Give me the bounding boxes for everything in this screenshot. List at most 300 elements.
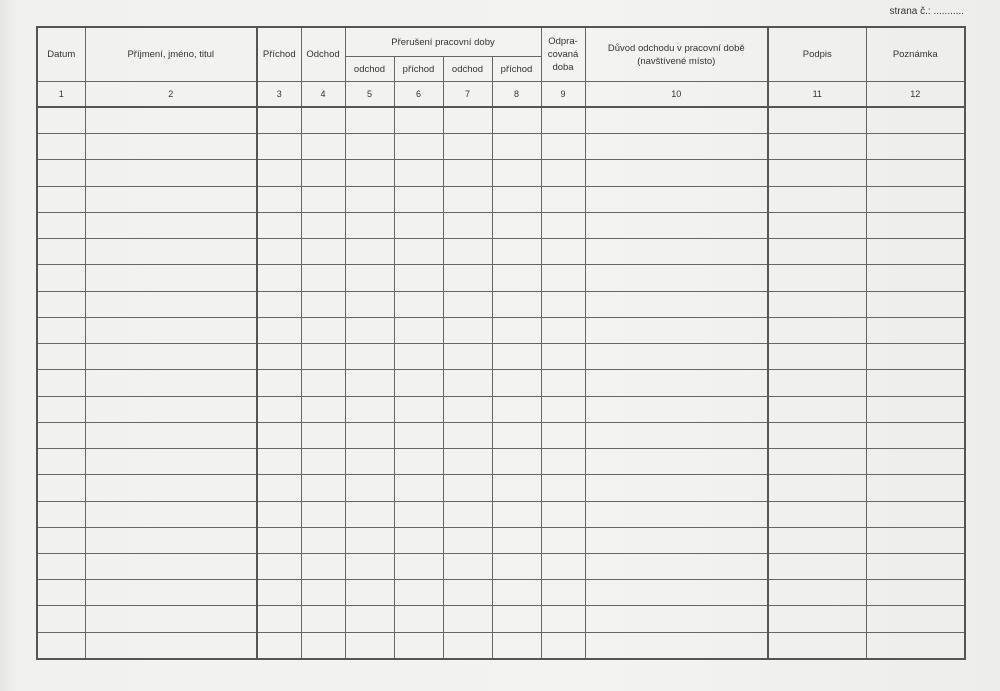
table-cell[interactable] xyxy=(443,580,492,606)
table-row xyxy=(37,632,965,659)
table-cell[interactable] xyxy=(443,370,492,396)
table-cell[interactable] xyxy=(866,291,965,317)
table-cell[interactable] xyxy=(443,160,492,186)
table-cell[interactable] xyxy=(443,212,492,238)
table-cell[interactable] xyxy=(301,475,345,501)
table-cell[interactable] xyxy=(541,501,585,527)
table-cell[interactable] xyxy=(541,553,585,579)
table-cell[interactable] xyxy=(394,606,443,632)
table-cell[interactable] xyxy=(541,134,585,160)
table-cell[interactable] xyxy=(541,422,585,448)
table-cell[interactable] xyxy=(37,396,85,422)
header-poznamka: Poznámka xyxy=(866,27,965,82)
table-cell[interactable] xyxy=(85,501,257,527)
table-cell[interactable] xyxy=(443,317,492,343)
table-cell[interactable] xyxy=(443,186,492,212)
table-cell[interactable] xyxy=(866,422,965,448)
table-cell[interactable] xyxy=(394,580,443,606)
table-cell[interactable] xyxy=(443,265,492,291)
table-cell[interactable] xyxy=(85,134,257,160)
table-cell[interactable] xyxy=(85,370,257,396)
table-cell[interactable] xyxy=(541,475,585,501)
table-cell[interactable] xyxy=(257,370,301,396)
table-cell[interactable] xyxy=(768,632,866,659)
table-cell[interactable] xyxy=(492,160,541,186)
table-row xyxy=(37,370,965,396)
table-cell[interactable] xyxy=(257,160,301,186)
table-cell[interactable] xyxy=(768,317,866,343)
table-cell[interactable] xyxy=(301,580,345,606)
table-cell[interactable] xyxy=(394,449,443,475)
table-cell[interactable] xyxy=(585,396,768,422)
table-cell[interactable] xyxy=(257,396,301,422)
table-cell[interactable] xyxy=(492,134,541,160)
table-cell[interactable] xyxy=(866,396,965,422)
table-cell[interactable] xyxy=(443,396,492,422)
table-cell[interactable] xyxy=(443,449,492,475)
table-cell[interactable] xyxy=(301,186,345,212)
table-cell[interactable] xyxy=(866,449,965,475)
table-row xyxy=(37,501,965,527)
table-cell[interactable] xyxy=(37,422,85,448)
table-cell[interactable] xyxy=(85,239,257,265)
column-number-cell: 7 xyxy=(443,82,492,108)
table-cell[interactable] xyxy=(257,317,301,343)
table-row xyxy=(37,553,965,579)
header-duvod-line2: (navštívené místo) xyxy=(637,55,716,67)
table-cell[interactable] xyxy=(85,422,257,448)
column-number-cell: 1 xyxy=(37,82,85,108)
table-cell[interactable] xyxy=(257,475,301,501)
header-podpis: Podpis xyxy=(768,27,866,82)
table-cell[interactable] xyxy=(345,344,394,370)
table-cell[interactable] xyxy=(345,212,394,238)
table-cell[interactable] xyxy=(768,527,866,553)
table-cell[interactable] xyxy=(85,265,257,291)
table-cell[interactable] xyxy=(585,422,768,448)
table-cell[interactable] xyxy=(492,370,541,396)
table-cell[interactable] xyxy=(768,606,866,632)
table-cell[interactable] xyxy=(301,344,345,370)
header-odpracovana-line1: Odpra- xyxy=(548,36,578,47)
table-cell[interactable] xyxy=(866,553,965,579)
table-cell[interactable] xyxy=(768,160,866,186)
table-cell[interactable] xyxy=(394,317,443,343)
table-cell[interactable] xyxy=(541,606,585,632)
table-cell[interactable] xyxy=(492,475,541,501)
table-cell[interactable] xyxy=(37,107,85,134)
column-number-cell: 6 xyxy=(394,82,443,108)
table-cell[interactable] xyxy=(443,475,492,501)
header-sub-odchod-2: odchod xyxy=(443,57,492,82)
column-number-cell: 4 xyxy=(301,82,345,108)
table-row xyxy=(37,160,965,186)
table-cell[interactable] xyxy=(345,317,394,343)
table-cell[interactable] xyxy=(301,370,345,396)
table-row xyxy=(37,396,965,422)
table-row xyxy=(37,422,965,448)
table-cell[interactable] xyxy=(345,160,394,186)
table-cell[interactable] xyxy=(768,186,866,212)
table-cell[interactable] xyxy=(585,107,768,134)
table-cell[interactable] xyxy=(257,344,301,370)
page-number-label: strana č.: ........... xyxy=(889,6,964,17)
table-cell[interactable] xyxy=(85,186,257,212)
table-cell[interactable] xyxy=(541,160,585,186)
table-cell[interactable] xyxy=(492,527,541,553)
table-cell[interactable] xyxy=(443,291,492,317)
table-cell[interactable] xyxy=(768,344,866,370)
table-cell[interactable] xyxy=(37,580,85,606)
table-cell[interactable] xyxy=(443,344,492,370)
table-cell[interactable] xyxy=(541,239,585,265)
table-cell[interactable] xyxy=(301,160,345,186)
table-cell[interactable] xyxy=(257,212,301,238)
table-cell[interactable] xyxy=(345,186,394,212)
table-cell[interactable] xyxy=(768,396,866,422)
table-cell[interactable] xyxy=(585,553,768,579)
table-cell[interactable] xyxy=(866,527,965,553)
table-cell[interactable] xyxy=(492,449,541,475)
table-cell[interactable] xyxy=(866,632,965,659)
table-cell[interactable] xyxy=(345,291,394,317)
header-duvod-line1: Důvod odchodu v pracovní době xyxy=(607,42,745,54)
table-cell[interactable] xyxy=(768,239,866,265)
table-cell[interactable] xyxy=(345,527,394,553)
table-cell[interactable] xyxy=(541,580,585,606)
table-cell[interactable] xyxy=(768,370,866,396)
table-cell[interactable] xyxy=(585,580,768,606)
table-cell[interactable] xyxy=(394,475,443,501)
table-cell[interactable] xyxy=(394,160,443,186)
table-cell[interactable] xyxy=(768,291,866,317)
table-cell[interactable] xyxy=(257,580,301,606)
table-row xyxy=(37,186,965,212)
header-sub-prichod-2: příchod xyxy=(492,57,541,82)
column-number-cell: 10 xyxy=(585,82,768,108)
column-number-row xyxy=(37,82,965,108)
table-cell[interactable] xyxy=(492,291,541,317)
table-cell[interactable] xyxy=(394,239,443,265)
table-cell[interactable] xyxy=(85,553,257,579)
table-cell[interactable] xyxy=(301,527,345,553)
table-cell[interactable] xyxy=(394,527,443,553)
table-cell[interactable] xyxy=(492,580,541,606)
table-row xyxy=(37,344,965,370)
table-cell[interactable] xyxy=(37,606,85,632)
table-cell[interactable] xyxy=(37,344,85,370)
table-cell[interactable] xyxy=(301,632,345,659)
column-number-cell: 2 xyxy=(85,82,257,108)
table-cell[interactable] xyxy=(866,134,965,160)
table-cell[interactable] xyxy=(541,632,585,659)
table-cell[interactable] xyxy=(85,107,257,134)
table-cell[interactable] xyxy=(443,632,492,659)
table-cell[interactable] xyxy=(768,580,866,606)
table-cell[interactable] xyxy=(301,553,345,579)
table-cell[interactable] xyxy=(301,317,345,343)
table-cell[interactable] xyxy=(492,344,541,370)
table-cell[interactable] xyxy=(443,239,492,265)
table-cell[interactable] xyxy=(541,449,585,475)
table-cell[interactable] xyxy=(585,212,768,238)
table-cell[interactable] xyxy=(394,422,443,448)
table-row xyxy=(37,265,965,291)
table-cell[interactable] xyxy=(443,501,492,527)
table-cell[interactable] xyxy=(866,239,965,265)
column-number-cell: 8 xyxy=(492,82,541,108)
table-cell[interactable] xyxy=(768,422,866,448)
table-cell[interactable] xyxy=(257,134,301,160)
table-cell[interactable] xyxy=(585,501,768,527)
table-cell[interactable] xyxy=(345,632,394,659)
table-row xyxy=(37,527,965,553)
table-cell[interactable] xyxy=(37,501,85,527)
table-cell[interactable] xyxy=(257,291,301,317)
table-cell[interactable] xyxy=(37,239,85,265)
table-cell[interactable] xyxy=(37,134,85,160)
table-cell[interactable] xyxy=(85,396,257,422)
table-cell[interactable] xyxy=(585,632,768,659)
table-cell[interactable] xyxy=(85,527,257,553)
table-cell[interactable] xyxy=(443,527,492,553)
column-number-cell: 3 xyxy=(257,82,301,108)
table-cell[interactable] xyxy=(345,396,394,422)
table-cell[interactable] xyxy=(866,107,965,134)
header-preruseni: Přerušení pracovní doby xyxy=(345,27,541,57)
table-row xyxy=(37,580,965,606)
table-cell[interactable] xyxy=(37,553,85,579)
table-cell[interactable] xyxy=(768,265,866,291)
table-cell[interactable] xyxy=(768,475,866,501)
table-cell[interactable] xyxy=(257,632,301,659)
table-cell[interactable] xyxy=(37,186,85,212)
table-cell[interactable] xyxy=(301,265,345,291)
table-cell[interactable] xyxy=(394,265,443,291)
table-cell[interactable] xyxy=(394,344,443,370)
table-cell[interactable] xyxy=(585,370,768,396)
table-cell[interactable] xyxy=(345,239,394,265)
table-cell[interactable] xyxy=(394,553,443,579)
table-cell[interactable] xyxy=(541,291,585,317)
table-cell[interactable] xyxy=(394,370,443,396)
table-cell[interactable] xyxy=(585,606,768,632)
column-number-cell: 9 xyxy=(541,82,585,108)
table-cell[interactable] xyxy=(585,239,768,265)
table-cell[interactable] xyxy=(257,501,301,527)
table-cell[interactable] xyxy=(492,107,541,134)
table-cell[interactable] xyxy=(443,422,492,448)
table-cell[interactable] xyxy=(301,501,345,527)
table-cell[interactable] xyxy=(345,370,394,396)
table-cell[interactable] xyxy=(37,449,85,475)
table-cell[interactable] xyxy=(541,265,585,291)
table-cell[interactable] xyxy=(85,580,257,606)
table-cell[interactable] xyxy=(866,606,965,632)
table-cell[interactable] xyxy=(866,186,965,212)
table-cell[interactable] xyxy=(257,527,301,553)
table-cell[interactable] xyxy=(492,317,541,343)
table-cell[interactable] xyxy=(345,134,394,160)
table-cell[interactable] xyxy=(768,212,866,238)
table-row xyxy=(37,212,965,238)
table-cell[interactable] xyxy=(257,422,301,448)
table-row xyxy=(37,134,965,160)
table-cell[interactable] xyxy=(492,186,541,212)
table-cell[interactable] xyxy=(37,291,85,317)
header-sub-prichod-1: příchod xyxy=(394,57,443,82)
table-cell[interactable] xyxy=(345,475,394,501)
table-cell[interactable] xyxy=(37,317,85,343)
table-cell[interactable] xyxy=(257,553,301,579)
table-cell[interactable] xyxy=(301,212,345,238)
table-cell[interactable] xyxy=(85,344,257,370)
table-cell[interactable] xyxy=(85,606,257,632)
table-cell[interactable] xyxy=(85,291,257,317)
table-cell[interactable] xyxy=(585,317,768,343)
header-jmeno: Příjmení, jméno, titul xyxy=(85,27,257,82)
table-cell[interactable] xyxy=(301,449,345,475)
table-cell[interactable] xyxy=(585,291,768,317)
table-row xyxy=(37,449,965,475)
table-row xyxy=(37,475,965,501)
table-cell[interactable] xyxy=(541,317,585,343)
table-row xyxy=(37,107,965,134)
table-cell[interactable] xyxy=(585,186,768,212)
table-cell[interactable] xyxy=(345,265,394,291)
table-cell[interactable] xyxy=(541,212,585,238)
table-row xyxy=(37,239,965,265)
table-cell[interactable] xyxy=(541,396,585,422)
table-cell[interactable] xyxy=(301,107,345,134)
table-cell[interactable] xyxy=(345,606,394,632)
table-cell[interactable] xyxy=(541,527,585,553)
table-cell[interactable] xyxy=(492,553,541,579)
table-cell[interactable] xyxy=(866,580,965,606)
table-cell[interactable] xyxy=(585,449,768,475)
table-cell[interactable] xyxy=(345,553,394,579)
table-cell[interactable] xyxy=(492,396,541,422)
table-cell[interactable] xyxy=(85,160,257,186)
header-datum: Datum xyxy=(37,27,85,82)
table-cell[interactable] xyxy=(492,265,541,291)
table-cell[interactable] xyxy=(866,317,965,343)
table-cell[interactable] xyxy=(301,239,345,265)
table-cell[interactable] xyxy=(866,370,965,396)
table-cell[interactable] xyxy=(541,370,585,396)
table-cell[interactable] xyxy=(443,553,492,579)
table-cell[interactable] xyxy=(394,291,443,317)
table-cell[interactable] xyxy=(257,449,301,475)
table-cell[interactable] xyxy=(585,475,768,501)
table-cell[interactable] xyxy=(585,134,768,160)
table-cell[interactable] xyxy=(768,553,866,579)
table-cell[interactable] xyxy=(394,396,443,422)
table-cell[interactable] xyxy=(443,107,492,134)
table-cell[interactable] xyxy=(492,606,541,632)
table-cell[interactable] xyxy=(866,344,965,370)
table-cell[interactable] xyxy=(866,475,965,501)
table-cell[interactable] xyxy=(394,632,443,659)
header-odpracovana-line2: covaná xyxy=(547,49,579,60)
table-cell[interactable] xyxy=(301,396,345,422)
table-cell[interactable] xyxy=(443,134,492,160)
table-cell[interactable] xyxy=(85,449,257,475)
table-cell[interactable] xyxy=(345,449,394,475)
table-cell[interactable] xyxy=(443,606,492,632)
table-cell[interactable] xyxy=(37,212,85,238)
table-cell[interactable] xyxy=(37,475,85,501)
table-cell[interactable] xyxy=(768,107,866,134)
table-cell[interactable] xyxy=(345,580,394,606)
table-cell[interactable] xyxy=(257,107,301,134)
table-cell[interactable] xyxy=(492,501,541,527)
table-cell[interactable] xyxy=(37,160,85,186)
table-cell[interactable] xyxy=(257,239,301,265)
table-cell[interactable] xyxy=(585,265,768,291)
table-cell[interactable] xyxy=(394,501,443,527)
table-cell[interactable] xyxy=(301,291,345,317)
table-cell[interactable] xyxy=(37,265,85,291)
table-cell[interactable] xyxy=(301,134,345,160)
table-cell[interactable] xyxy=(492,239,541,265)
table-cell[interactable] xyxy=(492,212,541,238)
table-cell[interactable] xyxy=(301,606,345,632)
header-odpracovana-line3: doba xyxy=(552,62,574,73)
table-cell[interactable] xyxy=(394,107,443,134)
table-cell[interactable] xyxy=(394,134,443,160)
table-cell[interactable] xyxy=(345,422,394,448)
table-row xyxy=(37,606,965,632)
table-cell[interactable] xyxy=(768,501,866,527)
table-cell[interactable] xyxy=(37,527,85,553)
table-cell[interactable] xyxy=(257,186,301,212)
table-cell[interactable] xyxy=(492,632,541,659)
table-cell[interactable] xyxy=(37,632,85,659)
table-cell[interactable] xyxy=(394,186,443,212)
table-cell[interactable] xyxy=(541,186,585,212)
table-cell[interactable] xyxy=(85,475,257,501)
table-cell[interactable] xyxy=(541,107,585,134)
table-cell[interactable] xyxy=(585,160,768,186)
table-row xyxy=(37,291,965,317)
attendance-table xyxy=(36,26,966,660)
table-cell[interactable] xyxy=(541,344,585,370)
table-cell[interactable] xyxy=(394,212,443,238)
table-cell[interactable] xyxy=(345,501,394,527)
header-sub-odchod-1: odchod xyxy=(345,57,394,82)
table-cell[interactable] xyxy=(257,606,301,632)
table-cell[interactable] xyxy=(768,134,866,160)
table-cell[interactable] xyxy=(257,265,301,291)
table-cell[interactable] xyxy=(866,212,965,238)
header-odchod: Odchod xyxy=(301,27,345,82)
table-cell[interactable] xyxy=(585,527,768,553)
table-cell[interactable] xyxy=(37,370,85,396)
table-cell[interactable] xyxy=(85,317,257,343)
table-cell[interactable] xyxy=(85,632,257,659)
table-cell[interactable] xyxy=(345,107,394,134)
column-number-cell: 5 xyxy=(345,82,394,108)
table-cell[interactable] xyxy=(85,212,257,238)
table-cell[interactable] xyxy=(492,422,541,448)
table-cell[interactable] xyxy=(866,160,965,186)
table-cell[interactable] xyxy=(866,501,965,527)
table-cell[interactable] xyxy=(585,344,768,370)
table-cell[interactable] xyxy=(866,265,965,291)
table-cell[interactable] xyxy=(301,422,345,448)
table-cell[interactable] xyxy=(768,449,866,475)
